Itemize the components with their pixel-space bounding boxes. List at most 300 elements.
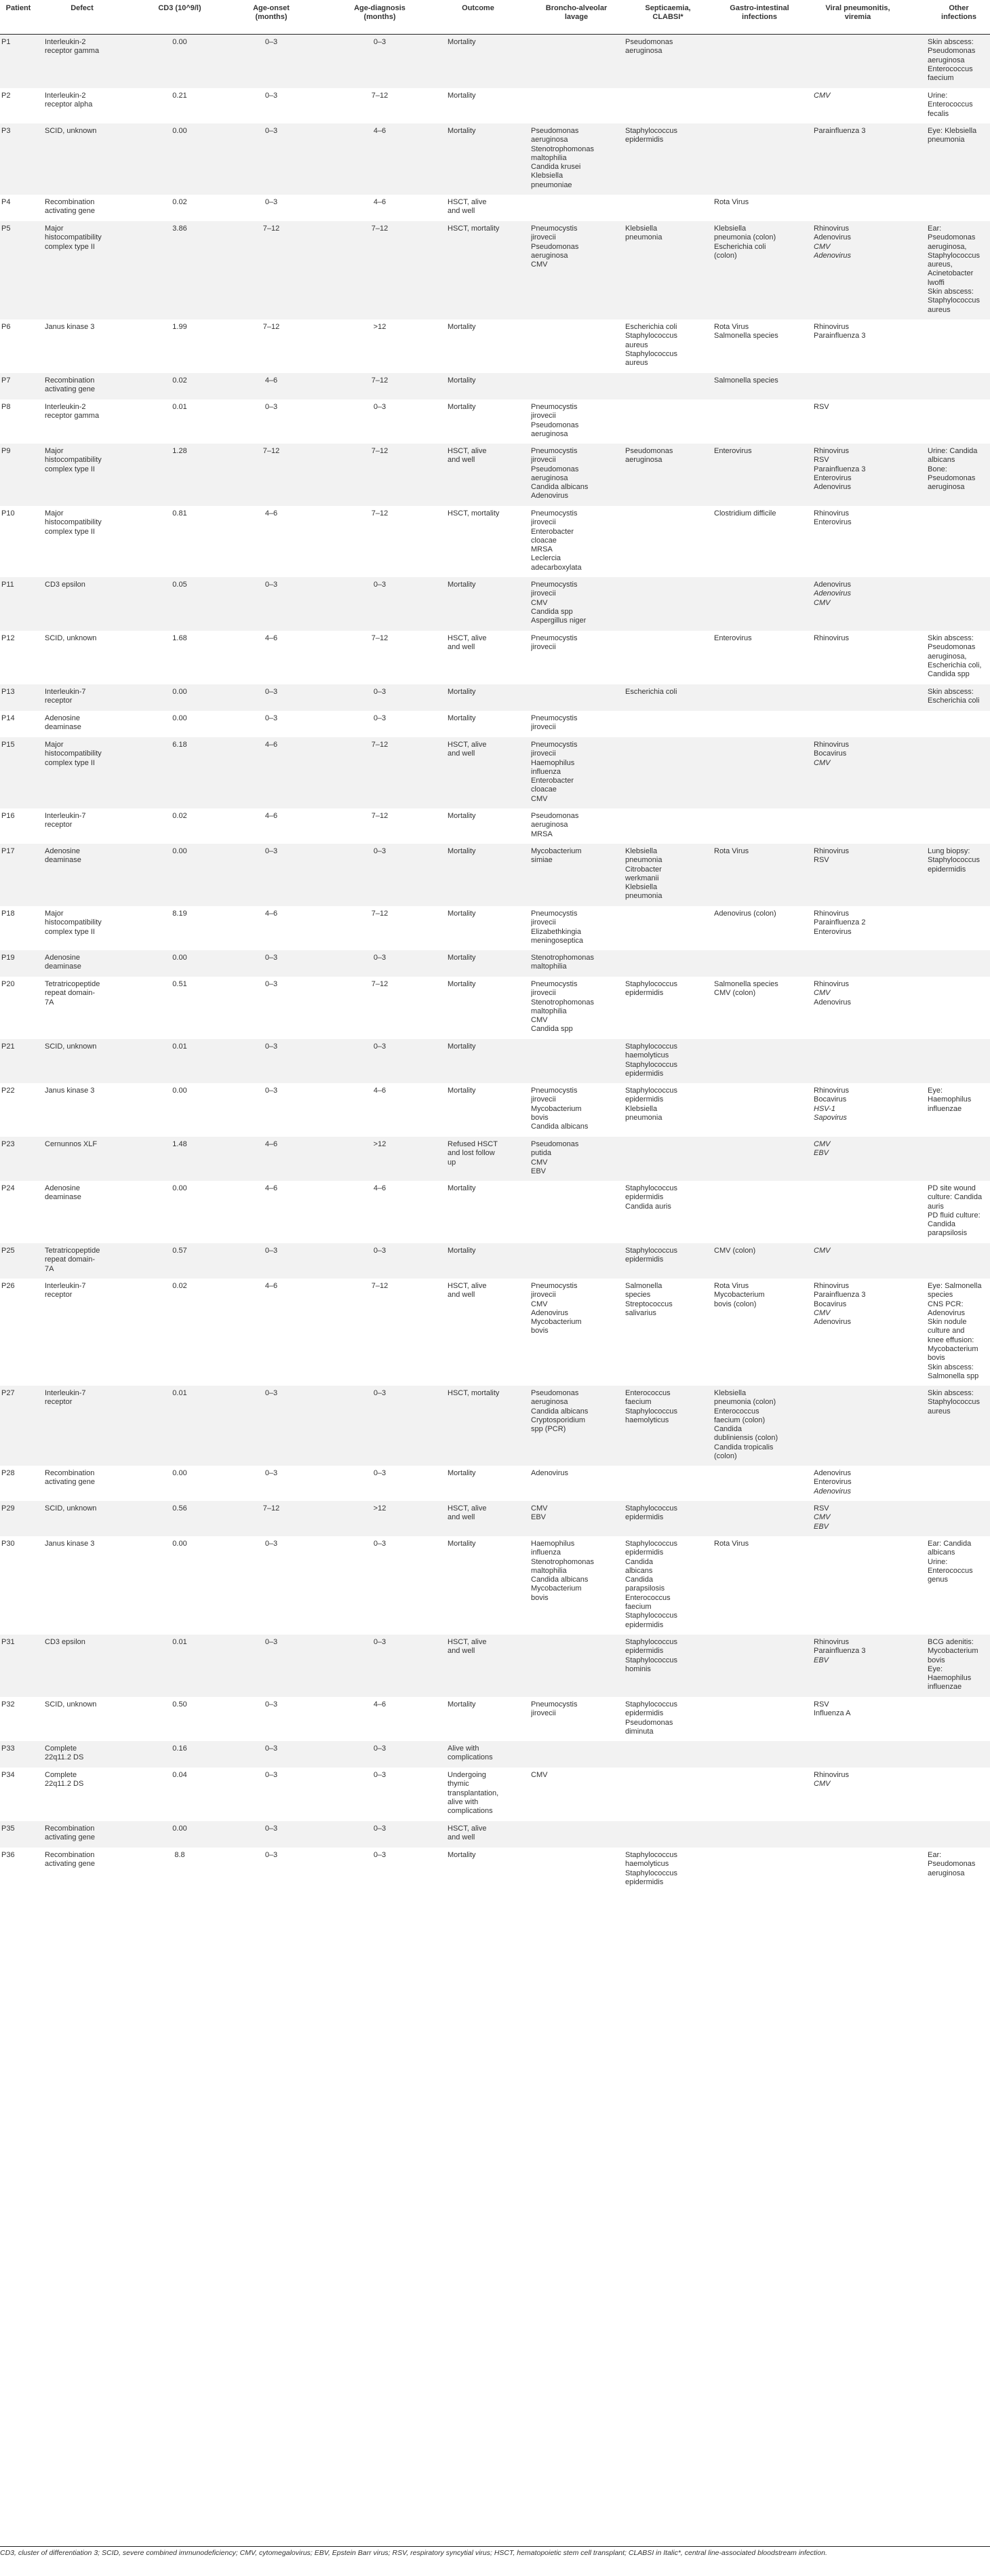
table-row [0,684,990,711]
cell-patient: P15 [1,741,15,749]
cell-outcome: Mortality [448,688,476,696]
cell-cd3: 0.05 [172,581,187,589]
header-viral: Viral pneumonitis, viremia [825,4,890,22]
cell-sept: Staphylococcus epidermidis Candida auris [625,1184,678,1211]
cell-defect: Adenosine deaminase [45,1184,81,1202]
cell-bal: Pneumocystis jirovecii [531,634,578,652]
header-age-onset: Age-onset (months) [253,4,290,22]
cell-cd3: 0.00 [172,127,187,135]
table-row [0,1039,990,1083]
table-row [0,88,990,123]
cell-bal: Mycobacterium simiae [531,847,582,865]
cell-gi: Rota Virus [714,1540,749,1548]
table-row [0,1466,990,1501]
header-septicaemia-text: Septicaemia, CLABSI* [645,4,691,22]
table-row [0,1243,990,1279]
cell-viral: Rhinovirus RSV Parainfluenza 3 Enterovirus Adenovirus [814,447,866,492]
cell-sept: Staphylococcus haemolyticus Staphylococcus epidermidis [625,1042,678,1078]
cell-outcome: Mortality [448,847,476,855]
table-row [0,1697,990,1741]
cell-cd3: 6.18 [172,741,187,749]
cell-onset: 0–3 [264,1771,278,1779]
cell-gi: Klebsiella pneumonia (colon) Enterococcus faecium (colon) Candida dubliniensis (colon) Candida tropicalis (colon) [714,1389,778,1461]
cell-viral: CMV [814,92,831,100]
cell-diag: 0–3 [373,954,387,962]
cell-defect: SCID, unknown [45,1504,97,1513]
cell-sept: Escherichia coli Staphylococcus aureus Staphylococcus aureus [625,323,678,368]
table-row [0,1536,990,1635]
cell-defect: Interleukin-2 receptor alpha [45,92,93,109]
cell-sept: Staphylococcus epidermidis Candida albicans Candida parapsilosis Enterococcus faecium Staphylococcus epidermidis [625,1540,678,1629]
cell-outcome: Mortality [448,1042,476,1051]
cell-cd3: 1.48 [172,1140,187,1148]
cell-outcome: Alive with complications [448,1744,493,1762]
cell-outcome: HSCT, alive and well [448,1824,487,1842]
cell-cd3: 0.04 [172,1771,187,1779]
cell-outcome: Mortality [448,127,476,135]
cell-defect: Major histocompatibility complex type II [45,447,102,473]
cell-outcome: Mortality [448,376,476,385]
cell-cd3: 0.00 [172,38,187,46]
cell-defect: Recombination activating gene [45,1851,95,1869]
cell-gi: Clostridium difficile [714,509,776,518]
cell-other: Ear: Candida albicans Urine: Enterococcus genus [928,1540,973,1584]
cell-patient: P26 [1,1282,15,1290]
cell-cd3: 0.51 [172,980,187,988]
cell-bal: Pseudomonas aeruginosa Candida albicans Cryptosporidium spp (PCR) [531,1389,589,1434]
table-row [0,1741,990,1768]
cell-sept: Klebsiella pneumonia [625,225,662,242]
cell-diag: 4–6 [373,198,387,206]
table-row [0,373,990,399]
cell-onset: 0–3 [264,1851,278,1859]
cell-viral: Adenovirus Adenovirus CMV [814,581,852,607]
cell-viral: CMV EBV [814,1140,831,1158]
cell-bal: Pneumocystis jirovecii Haemophilus influenza Enterobacter cloacae CMV [531,741,578,803]
cell-diag: 7–12 [371,1282,389,1290]
cell-outcome: HSCT, alive and well [448,1282,487,1300]
cell-gi: Adenovirus (colon) [714,910,776,918]
cell-other: Eye: Klebsiella pneumonia [928,127,977,144]
cell-other: Skin abscess: Escherichia coli [928,688,980,705]
cell-other: Ear: Pseudomonas aeruginosa [928,1851,976,1877]
cell-defect: Adenosine deaminase [45,847,81,865]
cell-patient: P17 [1,847,15,855]
cell-gi: Rota Virus Salmonella species [714,323,778,340]
cell-outcome: HSCT, alive and well [448,447,487,465]
cell-cd3: 8.8 [174,1851,185,1859]
table-row [0,221,990,319]
cell-sept: Pseudomonas aeruginosa [625,38,673,56]
table-row [0,711,990,737]
cell-other: BCG adenitis: Mycobacterium bovis Eye: Haemophilus influenzae [928,1638,978,1692]
cell-viral: Rhinovirus Parainfluenza 2 Enterovirus [814,910,866,936]
cell-onset: 0–3 [264,403,278,411]
cell-viral: Adenovirus Enterovirus Adenovirus [814,1469,852,1496]
cell-cd3: 0.00 [172,847,187,855]
cell-patient: P2 [1,92,11,100]
table-row [0,1137,990,1181]
cell-outcome: Mortality [448,910,476,918]
cell-outcome: HSCT, alive and well [448,634,487,652]
cell-onset: 0–3 [264,127,278,135]
cell-diag: 0–3 [373,1247,387,1255]
cell-diag: 0–3 [373,1469,387,1477]
cell-cd3: 0.02 [172,198,187,206]
table-row [0,1083,990,1137]
cell-onset: 4–6 [264,1184,278,1192]
cell-defect: Interleukin-2 receptor gamma [45,38,100,56]
cell-onset: 0–3 [264,980,278,988]
cell-outcome: Mortality [448,1469,476,1477]
cell-patient: P35 [1,1824,15,1833]
table-row [0,399,990,444]
cell-bal: Pneumocystis jirovecii Enterobacter cloacae MRSA Leclercia adecarboxylata [531,509,582,572]
cell-bal: CMV EBV [531,1504,548,1522]
cell-outcome: Mortality [448,1184,476,1192]
cell-diag: 0–3 [373,581,387,589]
cell-diag: 7–12 [371,225,389,233]
cell-patient: P30 [1,1540,15,1548]
cell-defect: Interleukin-7 receptor [45,1389,86,1407]
cell-patient: P25 [1,1247,15,1255]
cell-onset: 0–3 [264,1247,278,1255]
cell-onset: 0–3 [264,92,278,100]
cell-bal: Pseudomonas aeruginosa Stenotrophomonas maltophilia Candida krusei Klebsiella pneumoniae [531,127,594,189]
cell-defect: Complete 22q11.2 DS [45,1744,84,1762]
cell-cd3: 1.99 [172,323,187,331]
cell-sept: Staphylococcus epidermidis [625,980,678,998]
cell-outcome: Mortality [448,581,476,589]
header-age-diagnosis: Age-diagnosis (months) [354,4,405,22]
header-defect: Defect [71,4,94,12]
cell-defect: SCID, unknown [45,634,97,642]
cell-onset: 4–6 [264,812,278,820]
cell-outcome: Mortality [448,1247,476,1255]
cell-diag: 0–3 [373,1042,387,1051]
cell-viral: Rhinovirus Adenovirus CMV Adenovirus [814,225,852,260]
cell-other: Urine: Enterococcus fecalis [928,92,973,118]
cell-defect: Major histocompatibility complex type II [45,509,102,536]
cell-patient: P34 [1,1771,15,1779]
header-cd3: CD3 (10^9/l) [158,4,201,12]
cell-cd3: 3.86 [172,225,187,233]
cell-diag: >12 [373,1140,387,1148]
cell-defect: Recombination activating gene [45,376,95,394]
cell-diag: 7–12 [371,92,389,100]
cell-cd3: 0.02 [172,1282,187,1290]
cell-cd3: 0.00 [172,954,187,962]
cell-viral: Rhinovirus [814,634,849,642]
cell-patient: P21 [1,1042,15,1051]
table-row [0,950,990,977]
cell-diag: 7–12 [371,634,389,642]
table-header [0,0,990,34]
cell-diag: 7–12 [371,980,389,988]
cell-onset: 0–3 [264,1824,278,1833]
table-row [0,631,990,684]
cell-viral: Rhinovirus Parainfluenza 3 EBV [814,1638,866,1664]
cell-onset: 0–3 [264,198,278,206]
cell-patient: P6 [1,323,11,331]
cell-bal: Pneumocystis jirovecii Pseudomonas aeruginosa CMV [531,225,579,269]
cell-sept: Klebsiella pneumonia Citrobacter werkmanii Klebsiella pneumonia [625,847,662,901]
cell-onset: 7–12 [262,1504,280,1513]
cell-gi: Salmonella species [714,376,778,385]
cell-outcome: HSCT, mortality [448,509,500,518]
cell-cd3: 1.68 [172,634,187,642]
cell-cd3: 0.00 [172,1087,187,1095]
header-gi: Gastro-intestinal infections [730,4,789,22]
cell-bal: Stenotrophomonas maltophilia [531,954,594,971]
cell-patient: P12 [1,634,15,642]
cell-outcome: Undergoing thymic transplantation, alive with complications [448,1771,499,1816]
cell-other: Skin abscess: Staphylococcus aureus [928,1389,981,1416]
cell-outcome: Refused HSCT and lost follow up [448,1140,498,1167]
cell-gi: Klebsiella pneumonia (colon) Escherichia coli (colon) [714,225,776,260]
cell-other: Skin abscess: Pseudomonas aeruginosa Enterococcus faecium [928,38,976,83]
cell-gi: Enterovirus [714,447,752,455]
cell-bal: Pneumocystis jirovecii Pseudomonas aeruginosa [531,403,579,438]
cell-diag: >12 [373,323,387,331]
cell-cd3: 0.01 [172,403,187,411]
table-row [0,1768,990,1821]
cell-cd3: 0.02 [172,376,187,385]
cell-diag: 7–12 [371,447,389,455]
cell-outcome: HSCT, alive and well [448,198,487,216]
cell-outcome: Mortality [448,38,476,46]
cell-diag: 0–3 [373,847,387,855]
cell-gi: Rota Virus Mycobacterium bovis (colon) [714,1282,765,1308]
cell-cd3: 0.50 [172,1700,187,1709]
cell-patient: P4 [1,198,11,206]
cell-patient: P19 [1,954,15,962]
cell-onset: 0–3 [264,581,278,589]
cell-onset: 4–6 [264,509,278,518]
cell-patient: P23 [1,1140,15,1148]
cell-defect: SCID, unknown [45,1700,97,1709]
cell-defect: Complete 22q11.2 DS [45,1771,84,1789]
cell-viral: RSV Influenza A [814,1700,851,1718]
cell-gi: Enterovirus [714,634,752,642]
cell-diag: 7–12 [371,741,389,749]
cell-diag: 0–3 [373,1638,387,1646]
cell-onset: 0–3 [264,38,278,46]
cell-sept: Staphylococcus epidermidis [625,1504,678,1522]
cell-sept: Staphylococcus epidermidis [625,1247,678,1264]
table-row [0,906,990,950]
cell-cd3: 1.28 [172,447,187,455]
table-row [0,319,990,373]
cell-viral: RSV [814,403,829,411]
cell-viral: Rhinovirus Bocavirus HSV-1 Sapovirus [814,1087,849,1122]
cell-outcome: HSCT, alive and well [448,1638,487,1656]
cell-viral: Rhinovirus CMV Adenovirus [814,980,852,1007]
cell-sept: Staphylococcus epidermidis Staphylococcus hominis [625,1638,678,1673]
cell-patient: P7 [1,376,11,385]
cell-gi: Rota Virus [714,847,749,855]
cell-gi: Rota Virus [714,198,749,206]
cell-defect: Janus kinase 3 [45,1540,95,1548]
cell-other: Eye: Haemophilus influenzae [928,1087,972,1113]
cell-bal: Pneumocystis jirovecii Pseudomonas aeruginosa Candida albicans Adenovirus [531,447,589,501]
cell-defect: Janus kinase 3 [45,1087,95,1095]
cell-diag: 0–3 [373,1824,387,1833]
cell-cd3: 0.00 [172,1184,187,1192]
cell-outcome: Mortality [448,714,476,722]
cell-patient: P18 [1,910,15,918]
cell-outcome: HSCT, mortality [448,1389,500,1397]
header-other: Other infections [941,4,976,22]
cell-patient: P16 [1,812,15,820]
cell-defect: Recombination activating gene [45,1824,95,1842]
cell-onset: 0–3 [264,1700,278,1709]
cell-cd3: 0.56 [172,1504,187,1513]
cell-bal: Pseudomonas aeruginosa MRSA [531,812,579,838]
cell-patient: P9 [1,447,11,455]
cell-cd3: 0.00 [172,1469,187,1477]
cell-defect: Major histocompatibility complex type II [45,741,102,767]
cell-outcome: Mortality [448,1087,476,1095]
cell-onset: 4–6 [264,1140,278,1148]
cell-patient: P5 [1,225,11,233]
cell-defect: CD3 epsilon [45,581,85,589]
cell-other: Skin abscess: Pseudomonas aeruginosa, Escherichia coli, Candida spp [928,634,982,679]
cell-onset: 4–6 [264,1282,278,1290]
cell-diag: 7–12 [371,509,389,518]
cell-defect: SCID, unknown [45,127,97,135]
cell-cd3: 0.00 [172,714,187,722]
cell-bal: Pneumocystis jirovecii [531,714,578,732]
cell-defect: Tetratricopeptide repeat domain- 7A [45,980,100,1007]
cell-bal: Pneumocystis jirovecii Mycobacterium bovis Candida albicans [531,1087,589,1131]
cell-diag: 0–3 [373,1851,387,1859]
cell-outcome: Mortality [448,812,476,820]
table-row [0,1279,990,1386]
cell-patient: P31 [1,1638,15,1646]
cell-sept: Staphylococcus epidermidis [625,127,678,144]
table-row [0,1181,990,1243]
cell-diag: 0–3 [373,714,387,722]
cell-diag: 4–6 [373,1700,387,1709]
cell-patient: P33 [1,1744,15,1753]
cell-bal: Pneumocystis jirovecii [531,1700,578,1718]
table-row [0,1848,990,1892]
cell-sept: Staphylococcus epidermidis Klebsiella pneumonia [625,1087,678,1122]
cell-defect: Interleukin-2 receptor gamma [45,403,100,421]
cell-other: Ear: Pseudomonas aeruginosa, Staphylococcus aureus, Acinetobacter lwoffi Skin abscess: Staphylococcus aureus [928,225,981,314]
cell-onset: 0–3 [264,714,278,722]
cell-viral: Rhinovirus CMV [814,1771,849,1789]
table-row [0,1821,990,1848]
cell-defect: Janus kinase 3 [45,323,95,331]
cell-onset: 4–6 [264,376,278,385]
cell-patient: P24 [1,1184,15,1192]
cell-bal: Pneumocystis jirovecii CMV Candida spp Aspergillus niger [531,581,587,625]
cell-diag: 0–3 [373,1771,387,1779]
cell-bal: Pseudomonas putida CMV EBV [531,1140,579,1175]
header-patient: Patient [5,4,31,12]
cell-onset: 0–3 [264,1389,278,1397]
cell-viral: Rhinovirus RSV [814,847,849,865]
cell-other: Eye: Salmonella species CNS PCR: Adenovirus Skin nodule culture and knee effusion: Mycobacterium bovis Skin abscess: Salmonella spp [928,1282,982,1380]
cell-viral: Rhinovirus Bocavirus CMV [814,741,849,767]
cell-patient: P29 [1,1504,15,1513]
cell-patient: P27 [1,1389,15,1397]
table-row [0,1635,990,1697]
cell-onset: 0–3 [264,1744,278,1753]
cell-diag: 7–12 [371,910,389,918]
cell-patient: P14 [1,714,15,722]
cell-defect: Recombination activating gene [45,198,95,216]
cell-outcome: Mortality [448,323,476,331]
table-row [0,35,990,88]
cell-diag: >12 [373,1504,387,1513]
cell-other: PD site wound culture: Candida auris PD fluid culture: Candida parapsilosis [928,1184,983,1238]
cell-patient: P11 [1,581,14,589]
cell-outcome: Mortality [448,403,476,411]
cell-patient: P20 [1,980,15,988]
cell-diag: 0–3 [373,1540,387,1548]
cell-onset: 7–12 [262,447,280,455]
cell-sept: Salmonella species Streptococcus salivarius [625,1282,673,1317]
cell-viral: Parainfluenza 3 [814,127,866,135]
cell-patient: P1 [1,38,11,46]
cell-gi: Salmonella species CMV (colon) [714,980,778,998]
cell-sept: Escherichia coli [625,688,677,696]
cell-onset: 0–3 [264,1638,278,1646]
table-row [0,1386,990,1466]
table-row [0,844,990,906]
cell-outcome: Mortality [448,1540,476,1548]
cell-cd3: 0.57 [172,1247,187,1255]
cell-onset: 0–3 [264,1042,278,1051]
cell-onset: 4–6 [264,741,278,749]
cell-sept: Staphylococcus haemolyticus Staphylococcus epidermidis [625,1851,678,1886]
cell-other: Urine: Candida albicans Bone: Pseudomonas aeruginosa [928,447,978,492]
table-row [0,808,990,844]
cell-defect: CD3 epsilon [45,1638,85,1646]
cell-viral: CMV [814,1247,831,1255]
cell-diag: 0–3 [373,688,387,696]
cell-sept: Enterococcus faecium Staphylococcus haemolyticus [625,1389,678,1424]
table-row [0,577,990,631]
cell-onset: 0–3 [264,688,278,696]
cell-defect: Tetratricopeptide repeat domain- 7A [45,1247,100,1273]
cell-viral: Rhinovirus Parainfluenza 3 Bocavirus CMV Adenovirus [814,1282,866,1327]
cell-defect: Major histocompatibility complex type II [45,225,102,251]
cell-cd3: 0.00 [172,688,187,696]
cell-defect: Major histocompatibility complex type II [45,910,102,936]
header-septicaemia [624,4,712,22]
cell-patient: P3 [1,127,11,135]
cell-outcome: HSCT, alive and well [448,1504,487,1522]
cell-defect: Recombination activating gene [45,1469,95,1487]
cell-bal: Pneumocystis jirovecii CMV Adenovirus Mycobacterium bovis [531,1282,582,1335]
table-row [0,1501,990,1536]
cell-patient: P28 [1,1469,15,1477]
cell-defect: SCID, unknown [45,1042,97,1051]
cell-diag: 4–6 [373,1087,387,1095]
cell-diag: 4–6 [373,127,387,135]
table-row [0,195,990,221]
cell-onset: 0–3 [264,1087,278,1095]
cell-cd3: 0.00 [172,1540,187,1548]
cell-cd3: 0.21 [172,92,187,100]
table-row [0,977,990,1039]
cell-defect: Adenosine deaminase [45,954,81,971]
table-footnote: CD3, cluster of differentiation 3; SCID, severe combined immunodeficiency; CMV, cytomegalovirus; EBV, Epstein Barr virus; RSV, respiratory syncytial virus; HSCT, hematopoietic stem cell transplant; CLABSI in Italic*, central line-associated bloodstream infection. [0,2549,827,2557]
